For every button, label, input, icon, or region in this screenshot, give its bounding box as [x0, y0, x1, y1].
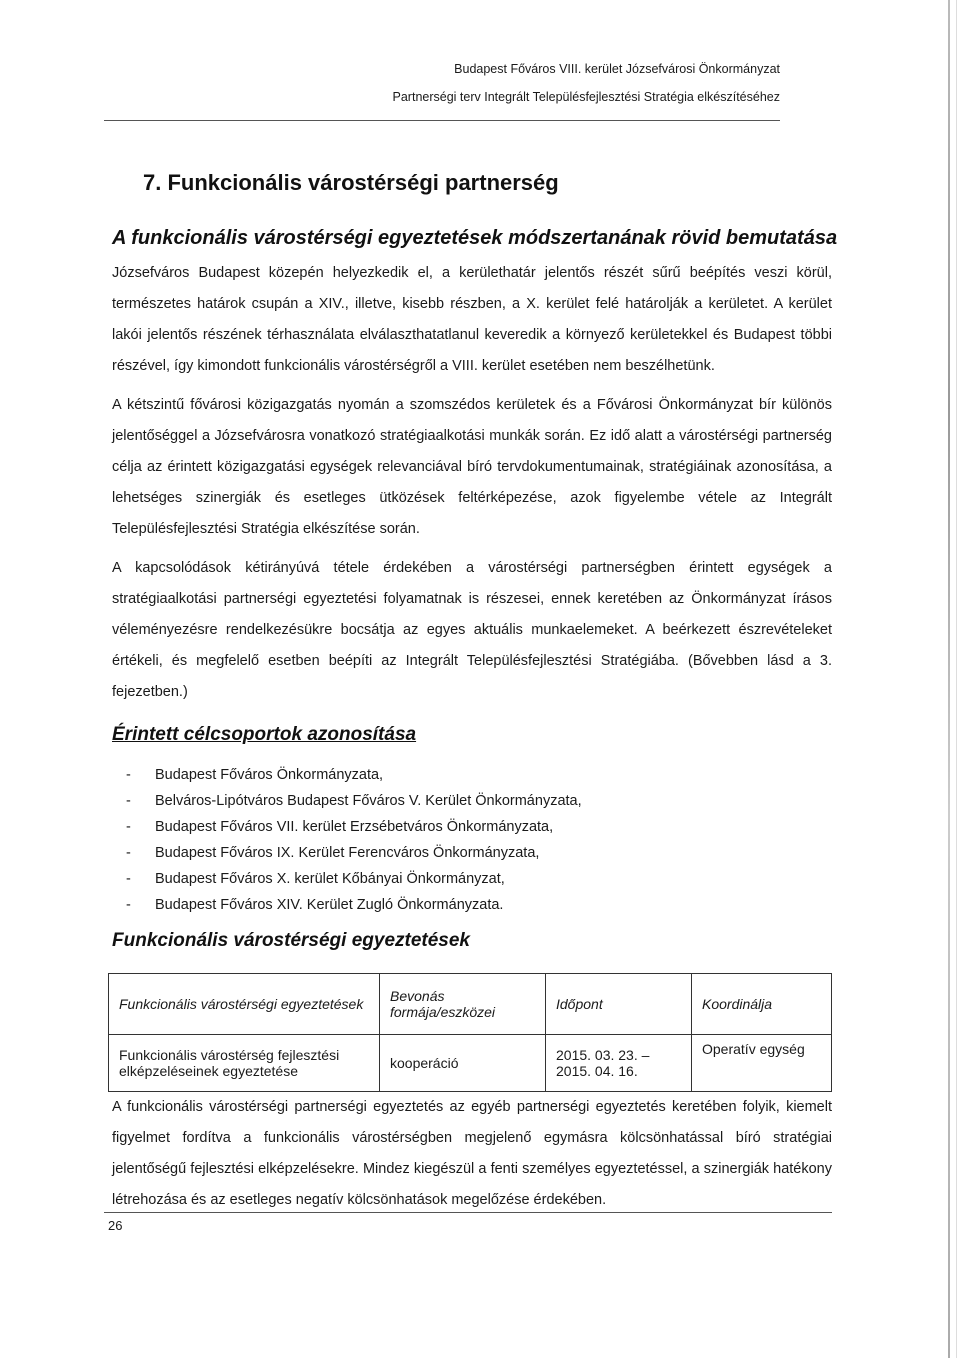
footer-divider: [104, 1212, 832, 1213]
list-item: [112, 892, 582, 918]
table-row: [109, 1035, 832, 1092]
header-divider: [104, 120, 780, 121]
chapter-title: 7. Funkcionális várostérségi partnerség: [143, 170, 559, 195]
list-item: [112, 762, 582, 788]
header-organization: Budapest Főváros VIII. kerület Józsefvárosi Önkormányzat: [454, 62, 780, 76]
column-header: Bevonás formája/eszközei: [380, 974, 546, 1035]
list-item: [112, 788, 582, 814]
paragraph-intro: Józsefváros Budapest közepén helyezkedik el, a kerülethatár jelentős részét sűrű beépítés veszi körül, természetes határok csupán a XIV., illetve, kisebb részben, a X. kerület felé határolják a kerületet. A kerület lakói jelentős részének térhasználata elválaszthatatlanul keveredik a környező kerületekkel és Budapest többi részével, így kimondott funkcionális várostérségről a VIII. kerület esetében nem beszélhetünk.: [112, 265, 832, 374]
dash-bullet: -: [126, 871, 131, 887]
page-number: 26: [108, 1218, 123, 1233]
section-title: A funkcionális várostérségi egyeztetések módszertanának rövid bemutatása: [112, 227, 838, 249]
dash-bullet: -: [126, 793, 131, 809]
column-header: Időpont: [546, 974, 692, 1035]
table-cell: kooperáció: [380, 1035, 546, 1092]
dash-bullet: -: [126, 845, 131, 861]
table-cell: 2015. 03. 23. – 2015. 04. 16.: [546, 1035, 692, 1092]
column-header: Koordinálja: [692, 974, 832, 1035]
list-item-text: Budapest Főváros VII. kerület Erzsébetváros Önkormányzata,: [155, 819, 554, 835]
list-item-text: Budapest Főváros XIV. Kerület Zugló Önkormányzata.: [155, 897, 504, 913]
scan-edge: [956, 0, 957, 1358]
paragraph-connections: A kapcsolódások kétirányúvá tétele érdekében a várostérségi partnerségben érintett egységek a stratégiaalkotási partnerségi egyeztetési folyamatnak is részesei, ennek keretében az Önkormányzat írásos véleményezésre rendelkezésükre bocsátja az egyes aktuális munkaelemeket. A beérkezett észrevételeket értékeli, és megfelelő esetben beépíti az Integrált Településfejlesztési Stratégiába. (Bővebben lásd a 3. fejezetben.): [112, 560, 832, 700]
list-item-text: Belváros-Lipótváros Budapest Főváros V. Kerület Önkormányzata,: [155, 793, 582, 809]
table-cell: Funkcionális várostérség fejlesztési elképzeléseinek egyeztetése: [109, 1035, 380, 1092]
column-header: Funkcionális várostérségi egyeztetések: [109, 974, 380, 1035]
consultations-table: [108, 973, 832, 1092]
dash-bullet: -: [126, 897, 131, 913]
table-cell: Operatív egység: [692, 1035, 832, 1092]
paragraph-administration: A kétszintű fővárosi közigazgatás nyomán a szomszédos kerületek és a Fővárosi Önkormányzat bír különös jelentőséggel a Józsefvárosra vonatkozó stratégiaalkotási munkák során. Ez idő alatt a várostérségi partnerség célja az érintett közigazgatási egységek relevanciával bíró tervdokumentumainak, stratégiáinak azonosítása, a lehetséges szinergiák és esetleges ütközések feltérképezése, azok figyelembe vétele az Integrált Településfejlesztési Stratégia elkészítése során.: [112, 397, 832, 537]
dash-bullet: -: [126, 767, 131, 783]
list-item-text: Budapest Főváros Önkormányzata,: [155, 767, 384, 783]
list-item: [112, 840, 582, 866]
header-document-title: Partnerségi terv Integrált Településfejlesztési Stratégia elkészítéséhez: [392, 90, 780, 104]
scan-edge: [948, 0, 950, 1358]
dash-bullet: -: [126, 819, 131, 835]
target-groups-list: [112, 762, 582, 918]
paragraph-summary: A funkcionális várostérségi partnerségi egyeztetés az egyéb partnerségi egyeztetés keretében folyik, kiemelt figyelmet fordítva a funkcionális várostérségben megjelenő egymásra kölcsönhatással bíró stratégiai jelentőségű fejlesztési elképzelésekre. Mindez kiegészül a fenti személyes egyeztetéssel, a szinergiák hatékony létrehozása és az esetleges negatív kölcsönhatások megelőzése érdekében.: [112, 1099, 832, 1208]
table-header-row: [109, 974, 832, 1035]
list-item: [112, 866, 582, 892]
list-item-text: Budapest Főváros IX. Kerület Ferencváros Önkormányzata,: [155, 845, 540, 861]
list-item-text: Budapest Főváros X. kerület Kőbányai Önkormányzat,: [155, 871, 505, 887]
target-groups-title: Érintett célcsoportok azonosítása: [112, 724, 417, 745]
consultations-title: Funkcionális várostérségi egyeztetések: [112, 930, 470, 951]
list-item: [112, 814, 582, 840]
